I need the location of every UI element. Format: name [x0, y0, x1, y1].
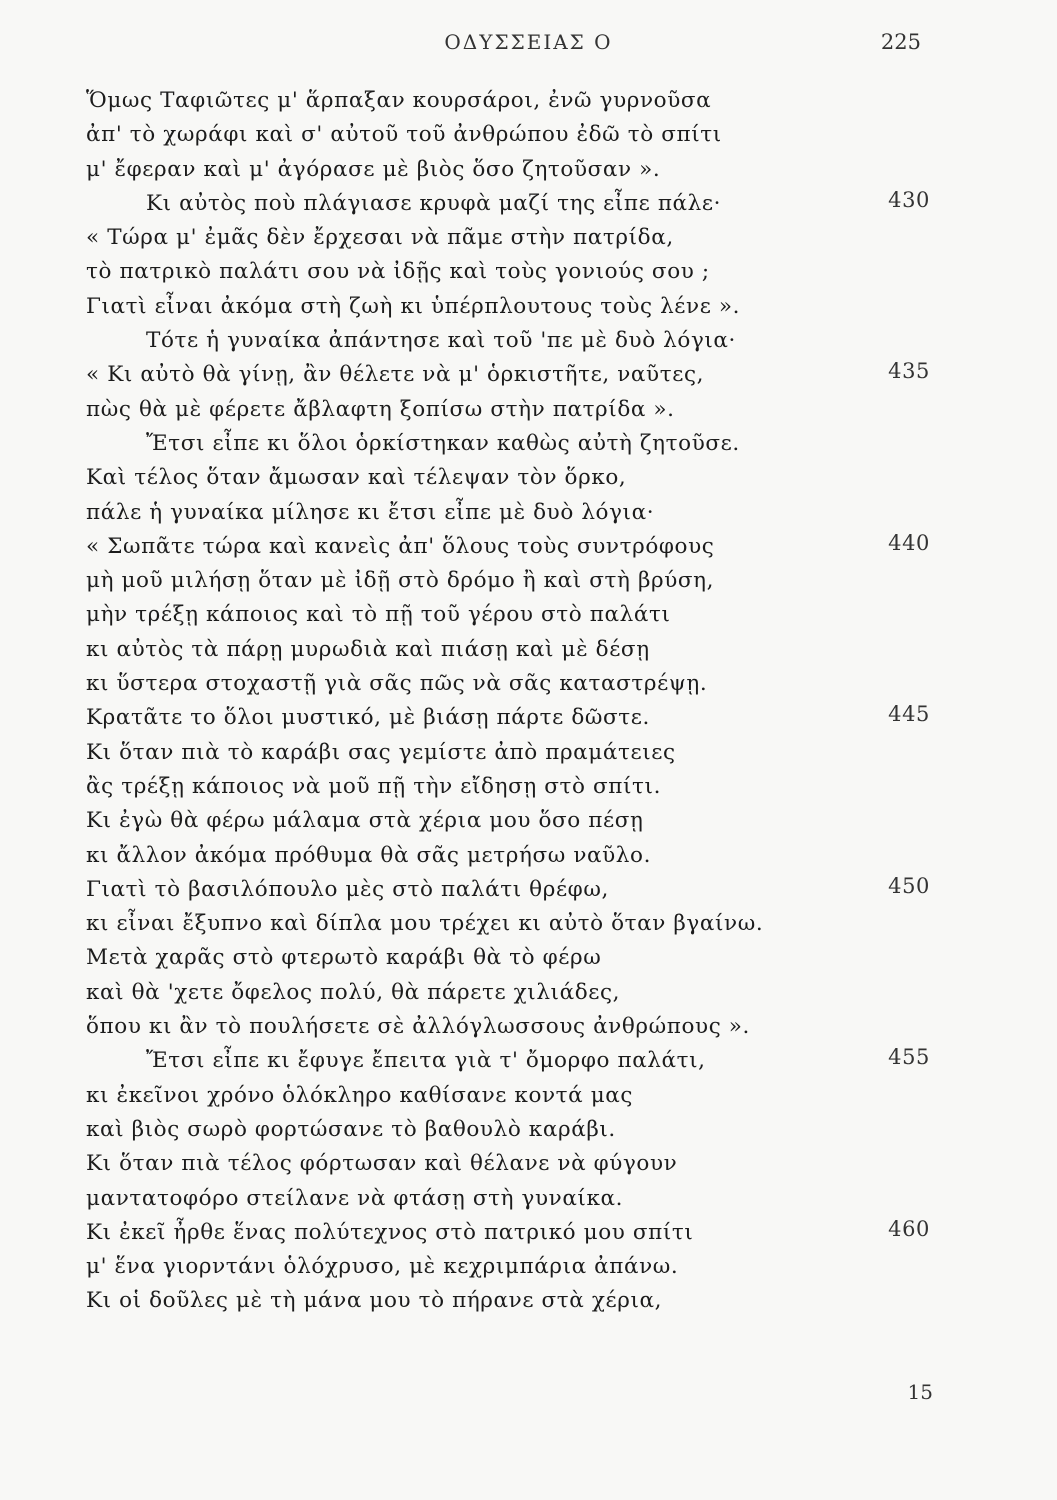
- verse-line: [86, 1216, 976, 1250]
- verse-text: Ἔτσι εἶπε κι ὅλοι ὁρκίστηκαν καθὼς αὐτὴ ζητοῦσε.: [146, 430, 740, 456]
- verse-text: τὸ πατρικὸ παλάτι σου νὰ ἰδῇς καὶ τοὺς γονιούς σου ;: [86, 259, 710, 285]
- verse-line: [86, 1284, 976, 1318]
- verse-line: [86, 1147, 976, 1181]
- verse-text: μ' ἕνα γιορντάνι ὁλόχρυσο, μὲ κεχριμπάρια ἀπάνω.: [86, 1254, 679, 1280]
- verse-text: μὴν τρέξῃ κάποιος καὶ τὸ πῇ τοῦ γέρου στὸ παλάτι: [86, 602, 671, 628]
- verse-line: [86, 1182, 976, 1216]
- verse-line: [86, 770, 976, 804]
- verse-line: [86, 84, 976, 118]
- verse-text: μ' ἔφεραν καὶ μ' ἀγόρασε μὲ βιὸς ὅσο ζητοῦσαν ».: [86, 156, 661, 182]
- poem-body: [86, 84, 976, 1319]
- signature-mark: 15: [907, 1380, 933, 1404]
- verse-line: [86, 873, 976, 907]
- verse-text: Κι ὅταν πιὰ τέλος φόρτωσαν καὶ θέλανε νὰ φύγουν: [86, 1151, 678, 1177]
- line-number: 440: [888, 530, 930, 555]
- verse-line: [86, 941, 976, 975]
- verse-text: Κι αὐτὸς ποὺ πλάγιασε κρυφὰ μαζί της εἶπε πάλε·: [146, 190, 722, 216]
- verse-line: [86, 358, 976, 392]
- verse-text: « Τώρα μ' ἐμᾶς δὲν ἔρχεσαι νὰ πᾶμε στὴν πατρίδα,: [86, 225, 674, 251]
- verse-text: μαντατοφόρο στείλανε νὰ φτάσῃ στὴ γυναίκα.: [86, 1185, 624, 1211]
- verse-text: ἂς τρέξῃ κάποιος νὰ μοῦ πῇ τὴν εἴδησῃ στὸ σπίτι.: [86, 773, 662, 799]
- verse-line: [86, 461, 976, 495]
- verse-line: [86, 701, 976, 735]
- verse-text: Κι οἱ δοῦλες μὲ τὴ μάνα μου τὸ πήρανε στὰ χέρια,: [86, 1288, 663, 1314]
- verse-text: ὅπου κι ἂν τὸ πουλήσετε σὲ ἀλλόγλωσσους ἀνθρώπους ».: [86, 1014, 750, 1040]
- verse-text: Καὶ τέλος ὅταν ἄμωσαν καὶ τέλεψαν τὸν ὅρκο,: [86, 465, 627, 491]
- verse-line: [86, 393, 976, 427]
- verse-line: [86, 118, 976, 152]
- verse-line: [86, 427, 976, 461]
- verse-text: « Κι αὐτὸ θὰ γίνῃ, ἂν θέλετε νὰ μ' ὁρκιστῆτε, ναῦτες,: [86, 362, 705, 388]
- verse-text: Ἔτσι εἶπε κι ἔφυγε ἔπειτα γιὰ τ' ὄμορφο παλάτι,: [146, 1048, 706, 1074]
- verse-line: [86, 496, 976, 530]
- verse-line: [86, 564, 976, 598]
- verse-line: [86, 839, 976, 873]
- verse-text: Κι ὅταν πιὰ τὸ καράβι σας γεμίστε ἀπὸ πραμάτειες: [86, 739, 676, 765]
- verse-text: Κι ἐγὼ θὰ φέρω μάλαμα στὰ χέρια μου ὅσο πέσῃ: [86, 808, 644, 834]
- page-number: 225: [880, 30, 921, 54]
- verse-text: ἀπ' τὸ χωράφι καὶ σ' αὐτοῦ τοῦ ἀνθρώπου ἐδῶ τὸ σπίτι: [86, 122, 722, 148]
- verse-line: [86, 290, 976, 324]
- running-header: [0, 30, 1057, 60]
- verse-text: Ὅμως Ταφιῶτες μ' ἅρπαξαν κουρσάροι, ἐνῶ γυρνοῦσα: [86, 88, 712, 113]
- verse-line: [86, 1113, 976, 1147]
- verse-line: [86, 633, 976, 667]
- line-number: 445: [888, 702, 930, 727]
- verse-text: κι ἐκεῖνοι χρόνο ὁλόκληρο καθίσανε κοντά μας: [86, 1082, 634, 1108]
- verse-line: [86, 598, 976, 632]
- verse-text: « Σωπᾶτε τώρα καὶ κανεὶς ἀπ' ὅλους τοὺς συντρόφους: [86, 533, 715, 559]
- verse-text: κι ὕστερα στοχαστῇ γιὰ σᾶς πῶς νὰ σᾶς καταστρέψῃ.: [86, 671, 708, 697]
- verse-line: [86, 667, 976, 701]
- verse-text: καὶ θὰ 'χετε ὄφελος πολύ, θὰ πάρετε χιλιάδες,: [86, 979, 621, 1005]
- verse-text: μὴ μοῦ μιλήσῃ ὅταν μὲ ἰδῇ στὸ δρόμο ἢ καὶ στὴ βρύση,: [86, 568, 715, 594]
- verse-line: [86, 976, 976, 1010]
- verse-line: [86, 255, 976, 289]
- verse-line: [86, 153, 976, 187]
- verse-line: [86, 1044, 976, 1078]
- verse-text: Μετὰ χαρᾶς στὸ φτερωτὸ καράβι θὰ τὸ φέρω: [86, 945, 602, 971]
- verse-line: [86, 530, 976, 564]
- verse-line: [86, 187, 976, 221]
- verse-line: [86, 324, 976, 358]
- verse-line: [86, 1250, 976, 1284]
- verse-text: κι ἄλλον ἀκόμα πρόθυμα θὰ σᾶς μετρήσω ναῦλο.: [86, 842, 652, 868]
- verse-line: [86, 804, 976, 838]
- verse-text: Γιατὶ εἶναι ἀκόμα στὴ ζωὴ κι ὑπέρπλουτους τοὺς λένε ».: [86, 293, 741, 319]
- line-number: 435: [888, 359, 930, 384]
- verse-text: Κρατᾶτε το ὅλοι μυστικό, μὲ βιάσῃ πάρτε δῶστε.: [86, 705, 650, 731]
- verse-line: [86, 221, 976, 255]
- verse-line: [86, 1010, 976, 1044]
- verse-text: πάλε ἡ γυναίκα μίλησε κι ἔτσι εἶπε μὲ δυὸ λόγια·: [86, 499, 655, 525]
- verse-line: [86, 736, 976, 770]
- verse-text: κι αὐτὸς τὰ πάρῃ μυρωδιὰ καὶ πιάσῃ καὶ μὲ δέσῃ: [86, 636, 650, 662]
- verse-text: καὶ βιὸς σωρὸ φορτώσανε τὸ βαθουλὸ καράβι.: [86, 1116, 616, 1142]
- line-number: 460: [888, 1216, 930, 1241]
- verse-text: Κι ἐκεῖ ἦρθε ἕνας πολύτεχνος στὸ πατρικό μου σπίτι: [86, 1219, 694, 1245]
- verse-line: [86, 907, 976, 941]
- line-number: 430: [888, 187, 930, 212]
- verse-text: Γιατὶ τὸ βασιλόπουλο μὲς στὸ παλάτι θρέφω,: [86, 876, 609, 902]
- verse-text: κι εἶναι ἔξυπνο καὶ δίπλα μου τρέχει κι αὐτὸ ὅταν βγαίνω.: [86, 911, 764, 937]
- verse-text: Τότε ἡ γυναίκα ἀπάντησε καὶ τοῦ 'πε μὲ δυὸ λόγια·: [146, 328, 736, 354]
- verse-line: [86, 1079, 976, 1113]
- verse-text: πὼς θὰ μὲ φέρετε ἄβλαφτη ξοπίσω στὴν πατρίδα ».: [86, 396, 675, 422]
- book-title: ΟΔΥΣΣΕΙΑΣ Ο: [444, 30, 613, 54]
- line-number: 450: [888, 873, 930, 898]
- line-number: 455: [888, 1045, 930, 1070]
